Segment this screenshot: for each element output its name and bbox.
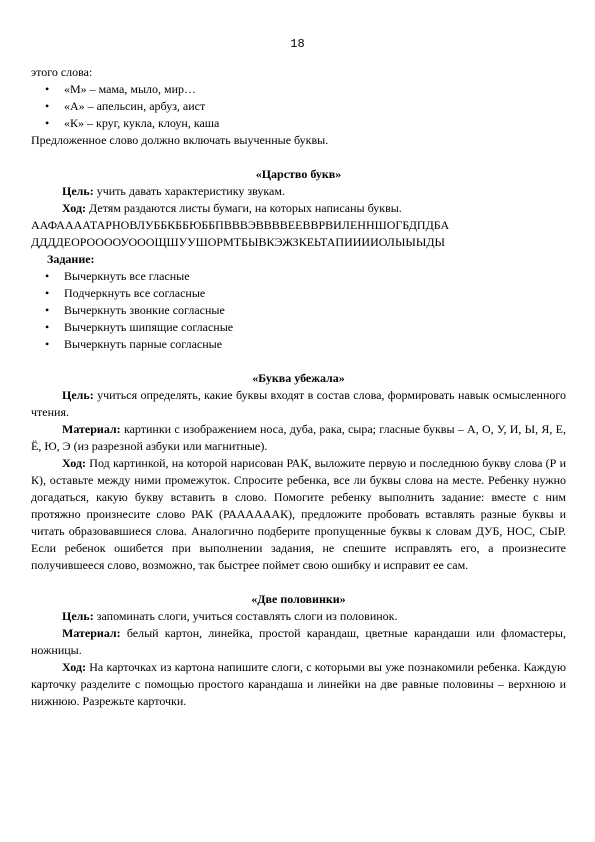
bullet-icon: • — [45, 99, 50, 113]
bullet-icon: • — [45, 269, 50, 283]
letters-line-1: ААФААААТАРНОВЛУББКББЮББПВВВЭВВВВЕЕВВРВИЛЕННШОГБДПДБА — [31, 218, 450, 232]
section-title: «Две половинки» — [251, 592, 346, 606]
goal-paragraph: Цель: учиться определять, какие буквы входят в состав слова, формировать навык осмысленного чтения. — [31, 388, 566, 419]
letters-line-2: ДДДДЕОРООООУОООЩШУУШОРМТБЫВКЭЖЗКЕЬТАПИИИИОЛЫЫЫДЫ — [31, 235, 445, 249]
task-list — [31, 268, 566, 353]
page-content — [31, 64, 566, 710]
bullet-icon: • — [45, 303, 50, 317]
list-item: • «А» – апельсин, арбуз, аист — [45, 99, 206, 113]
task-label: Задание: — [47, 252, 95, 266]
list-item: • Вычеркнуть шипящие согласные — [45, 320, 234, 334]
bullet-icon: • — [45, 286, 50, 300]
intro-list — [31, 81, 566, 132]
bullet-icon: • — [45, 116, 50, 130]
list-item: • Вычеркнуть звонкие согласные — [45, 303, 225, 317]
process-paragraph: Ход: Под картинкой, на которой нарисован РАК, выложите первую и последнюю букву слова (Р и К), оставьте между ними промежуток. Спросите ребенка, все ли буквы слова на месте. Ребенку нужно догадаться, какую букву вставить в слово. Помогите ребенку выполнить задание: вместе с ним протяжно произнесите слово РАК (РААААААК), предложите пробовать вставлять разные буквы и читать образовавшиеся слова. Аналогично подберите пропущенные буквы к словам ДУБ, НОС, СЫР. Если ребенок ошибется при выполнении задания, не спешите исправлять его, а произнесите получившееся слово, возможно, так быстрее поймет свою ошибку и исправит ее сам. — [31, 456, 566, 572]
list-item: • Вычеркнуть парные согласные — [45, 337, 223, 351]
intro-closing: Предложенное слово должно включать выученные буквы. — [31, 133, 329, 147]
page-number: 18 — [290, 37, 305, 51]
goal-paragraph: Цель: запоминать слоги, учиться составлять слоги из половинок. — [62, 609, 398, 623]
section-title: «Буква убежала» — [252, 371, 345, 385]
bullet-icon: • — [45, 320, 50, 334]
list-item: • Подчеркнуть все согласные — [45, 286, 206, 300]
process-paragraph: Ход: Детям раздаются листы бумаги, на которых написаны буквы. — [62, 201, 402, 215]
bullet-icon: • — [45, 337, 50, 351]
list-item: • «М» – мама, мыло, мир… — [45, 82, 197, 96]
intro-line: этого слова: — [31, 65, 93, 79]
bullet-icon: • — [45, 82, 50, 96]
list-item: • «К» – круг, кукла, клоун, каша — [45, 116, 220, 130]
section-title: «Царство букв» — [255, 167, 342, 181]
goal-paragraph: Цель: учить давать характеристику звукам. — [62, 184, 285, 198]
material-paragraph: Материал: картинки с изображением носа, дуба, рака, сыра; гласные буквы – А, О, У, И, Ы, Я, Е, Ё, Ю, Э (из разрезной азбуки или магнитные). — [31, 422, 566, 453]
process-paragraph: Ход: На карточках из картона напишите слоги, с которыми вы уже познакомили ребенка. Каждую карточку разделите с помощью простого карандаша и линейки на две равные половины – верхнюю и нижнюю. Разрежьте карточки. — [31, 660, 566, 708]
list-item: • Вычеркнуть все гласные — [45, 269, 190, 283]
material-paragraph: Материал: белый картон, линейка, простой карандаш, цветные карандаши или фломастеры, ножницы. — [31, 626, 566, 657]
